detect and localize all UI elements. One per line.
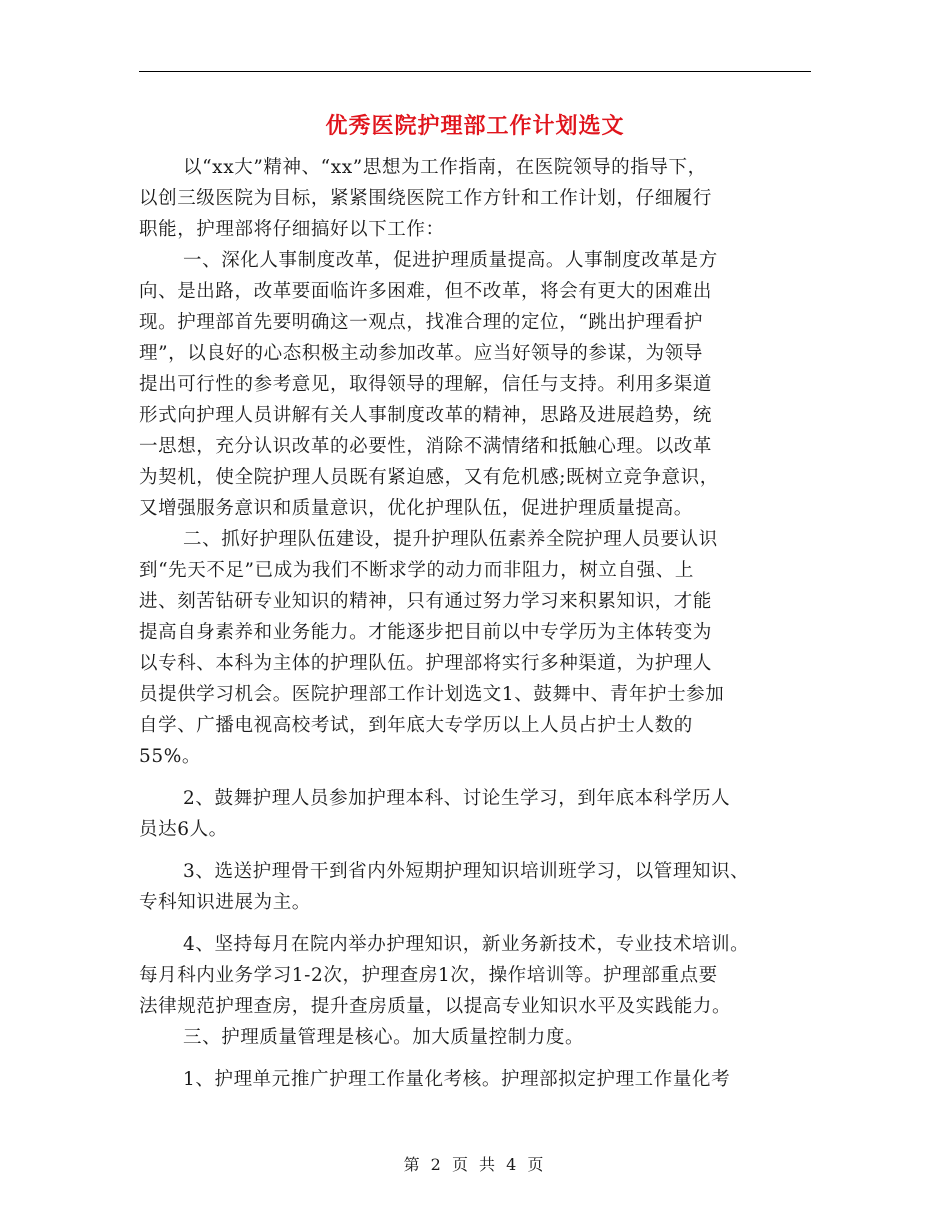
text-line: 员提供学习机会。医院护理部工作计划选文1、鼓舞中、青年护士参加	[139, 684, 725, 705]
text-line: 职能，护理部将仔细搞好以下工作：	[139, 219, 445, 240]
text-line: 二、抓好护理队伍建设，提升护理队伍素养全院护理人员要认识	[183, 529, 718, 550]
page-footer: 第 2 页 共 4 页	[403, 1155, 547, 1174]
text-line: 2、鼓舞护理人员参加护理本科、讨论生学习，到年底本科学历人	[183, 788, 731, 809]
text-line: 55%。	[139, 746, 202, 767]
text-line: 形式向护理人员讲解有关人事制度改革的精神，思路及进展趋势，统	[139, 405, 713, 426]
text-line: 到“先天不足”已成为我们不断求学的动力而非阻力，树立自强、上	[139, 560, 694, 581]
text-line: 进、刻苦钻研专业知识的精神，只有通过努力学习来积累知识，才能	[139, 591, 713, 612]
text-line: 一思想，充分认识改革的必要性，消除不满情绪和抵触心理。以改革	[139, 436, 713, 457]
text-line: 向、是出路，改革要面临许多困难，但不改革，将会有更大的困难出	[139, 281, 713, 302]
text-line: 以“xx大”精神、“xx”思想为工作指南，在医院领导的指导下，	[183, 157, 707, 178]
text-line: 3、选送护理骨干到省内外短期护理知识培训班学习，以管理知识、	[183, 861, 750, 882]
text-line: 为契机，使全院护理人员既有紧迫感，又有危机感;既树立竞争意识，	[139, 467, 719, 488]
text-line: 员达6人。	[139, 819, 228, 840]
text-line: 现。护理部首先要明确这一观点，找准合理的定位，“跳出护理看护	[139, 312, 703, 333]
text-line: 提出可行性的参考意见，取得领导的理解，信任与支持。利用多渠道	[139, 374, 713, 395]
document-title: 优秀医院护理部工作计划选文	[325, 113, 625, 139]
text-line: 以专科、本科为主体的护理队伍。护理部将实行多种渠道，为护理人	[139, 653, 713, 674]
text-line: 法律规范护理查房，提升查房质量，以提高专业知识水平及实践能力。	[139, 996, 732, 1017]
text-line: 4、坚持每月在院内举办护理知识，新业务新技术，专业技术培训。	[183, 934, 750, 955]
text-line: 一、深化人事制度改革，促进护理质量提高。人事制度改革是方	[183, 250, 718, 271]
text-line: 以创三级医院为目标，紧紧围绕医院工作方针和工作计划，仔细履行	[139, 188, 713, 209]
text-line: 三、护理质量管理是核心。加大质量控制力度。	[183, 1027, 585, 1048]
text-line: 理”，以良好的心态积极主动参加改革。应当好领导的参谋，为领导	[139, 343, 703, 364]
text-line: 每月科内业务学习1-2次，护理查房1次，操作培训等。护理部重点要	[139, 965, 718, 986]
text-line: 专科知识进展为主。	[139, 892, 311, 913]
header-rule	[139, 71, 811, 72]
text-line: 1、护理单元推广护理工作量化考核。护理部拟定护理工作量化考	[183, 1069, 731, 1090]
text-line: 自学、广播电视高校考试，到年底大专学历以上人员占护士人数的	[139, 715, 693, 736]
text-line: 提高自身素养和业务能力。才能逐步把目前以中专学历为主体转变为	[139, 622, 713, 643]
text-line: 又增强服务意识和质量意识，优化护理队伍，促进护理质量提高。	[139, 498, 693, 519]
document-body	[139, 152, 829, 1095]
